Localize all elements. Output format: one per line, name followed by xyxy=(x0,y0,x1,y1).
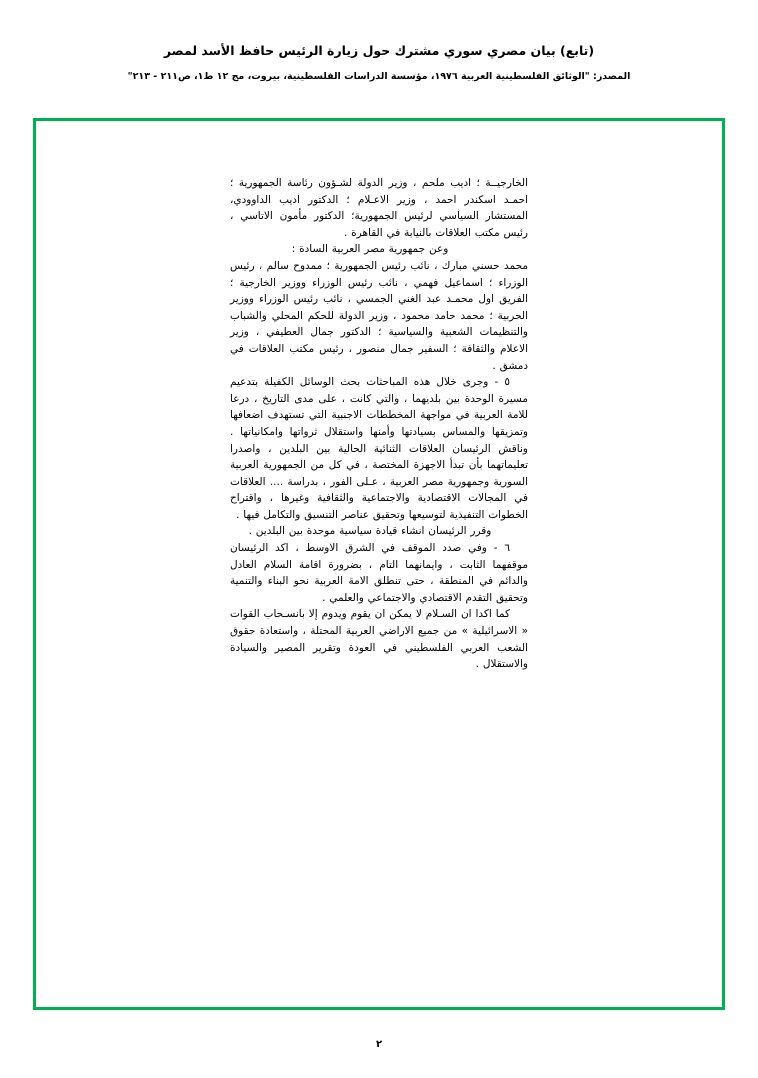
document-header xyxy=(0,42,758,83)
paragraph: وعن جمهورية مصر العربية السادة : xyxy=(291,243,449,256)
document-body xyxy=(0,175,758,673)
paragraph: محمد حسني مبارك ، نائب رئيس الجمهورية ؛ ممدوح سالم ، رئيس الوزراء ؛ اسماعيل فهمي ، نائب رئيس الوزراء ووزير الخارجية ؛ الفريق اول محمـد عبد الغني الجمسي ، نائب رئيس الوزراء ووزير الحربية ؛ محمد حامد محمود ، وزير الدولة للحكم المحلي والشباب والتنظيمات الشعبية والسياسية ؛ الدكتور جمال العطيفي ، وزير الاعلام والثقافة ؛ السفير جمال منصور ، رئيس مكتب العلاقات في دمشق . xyxy=(230,259,528,372)
paragraph: ٥ - وجرى خلال هذه المباحثات بحث الوسائل الكفيلة بتدعيم مسيرة الوحدة بين بلديهما ، والتي كانت ، على مدى التاريخ ، درعا للامة العربية في مواجهة المخططات الاجنبية التي تستهدف اضعافها وتمزيقها والمساس بسيادتها وأمنها واستقلال ثرواتها وامكانياتها . وناقش الرئيسان العلاقات الثنائية الحالية بين البلدين ، واصدرا تعليماتهما بأن تبدأ الاجهزة المختصة ، في كل من الجمهورية العربية السورية وجمهورية مصر العربية ، عـلى الفور ، بدراسة .... العلاقات في المجالات الاقتصادية والاجتماعية والثقافية وغيرها ، واقتراح الخطوات التنفيذية لتوسيعها وتحقيق عناصر التنسيق والتكامل فيها . xyxy=(230,376,528,521)
document-source-line: المصدر: "الوثائق الفلسطينية العربية ١٩٧٦، مؤسسة الدراسات الفلسطينية، بيروت، مج ١٢ ط١، ص٢١١ - ٢١٣" xyxy=(127,70,631,82)
page-number: ٢ xyxy=(375,1039,383,1050)
paragraph: وقرر الرئيسان انشاء قيادة سياسية موحدة بين البلدين . xyxy=(248,525,492,538)
page-title: (تابع) بيان مصري سوري مشترك حول زيارة الرئيس حافظ الأسد لمصر xyxy=(163,43,595,58)
paragraph: كما اكدا ان السـلام لا يمكن ان يقوم ويدوم إلا بانسـحاب القوات « الاسرائيلية » من جميع الاراضي العربية المحتلة ، واستعادة حقوق الشعب العربي الفلسطيني في العودة وتقرير المصير والسيادة والاستقلال . xyxy=(230,608,528,671)
paragraph: ٦ - وفي صدد الموقف في الشرق الاوسط ، اكد الرئيسان موقفهما الثابت ، وايمانهما التام ، بضرورة اقامة السلام العادل والدائم في المنطقة ، حتى تنطلق الامة العربية نحو البناء والتنمية وتحقيق التقدم الاقتصادي والاجتماعي والعلمي . xyxy=(230,542,528,604)
paragraph: الخارجيــة ؛ اديب ملحم ، وزير الدولة لشـؤون رئاسة الجمهورية ؛ احمـد اسكندر احمد ، وزير الاعـلام ؛ الدكتور اديب الداوودي، المستشار السياسي لرئيس الجمهورية؛ الدكتور مأمون الاتاسي ، رئيس مكتب العلاقات بالنيابة في القاهرة . xyxy=(230,177,528,239)
